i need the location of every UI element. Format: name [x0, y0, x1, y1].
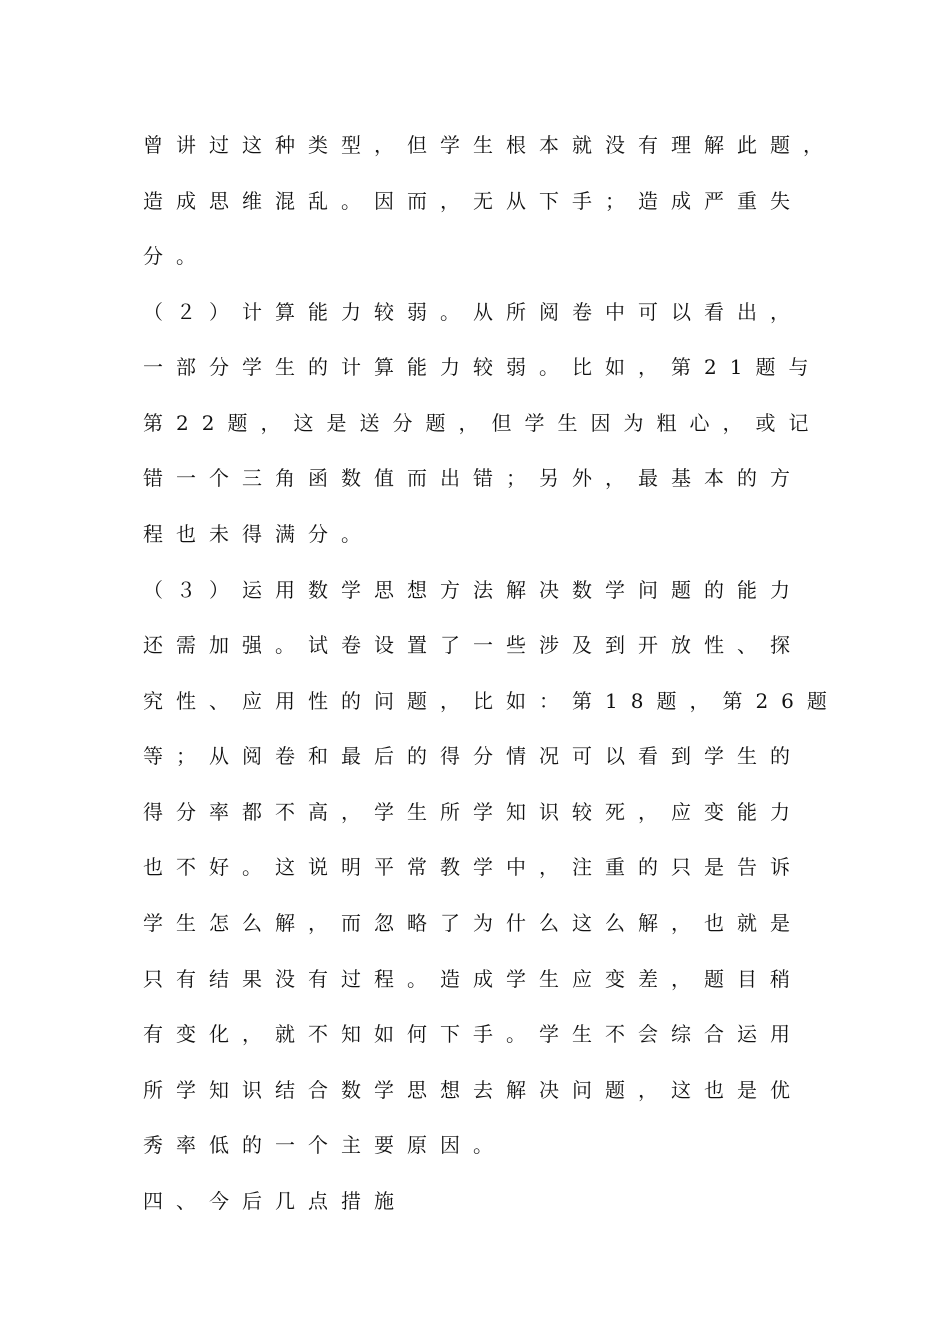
- text-line: 学生怎么解，而忽略了为什么这么解，也就是: [143, 911, 803, 935]
- text-line: 所学知识结合数学思想去解决问题，这也是优: [143, 1078, 803, 1102]
- text-line: 得分率都不高，学生所学知识较死，应变能力: [143, 800, 803, 824]
- text-line: 还需加强。试卷设置了一些涉及到开放性、探: [143, 633, 803, 657]
- text-line: 造成思维混乱。因而，无从下手；造成严重失: [143, 189, 803, 213]
- text-line: 分。: [143, 244, 209, 268]
- text-line: 有变化，就不知如何下手。学生不会综合运用: [143, 1022, 803, 1046]
- text-line: （３）运用数学思想方法解决数学问题的能力: [143, 578, 803, 602]
- text-line: 只有结果没有过程。造成学生应变差，题目稍: [143, 967, 803, 991]
- text-line: （２）计算能力较弱。从所阅卷中可以看出，: [143, 300, 803, 324]
- text-line: 也不好。这说明平常教学中，注重的只是告诉: [143, 855, 803, 879]
- text-line: 错一个三角函数值而出错；另外，最基本的方: [143, 466, 803, 490]
- text-line: 曾讲过这种类型，但学生根本就没有理解此题，: [143, 133, 836, 157]
- text-line: 程也未得满分。: [143, 522, 374, 546]
- section-heading: 四、今后几点措施: [143, 1189, 407, 1213]
- text-line: 第22题，这是送分题，但学生因为粗心，或记: [143, 411, 822, 435]
- text-line: 究性、应用性的问题，比如：第18题，第26题: [143, 689, 840, 713]
- text-line: 秀率低的一个主要原因。: [143, 1133, 506, 1157]
- text-line: 等；从阅卷和最后的得分情况可以看到学生的: [143, 744, 803, 768]
- text-line: 一部分学生的计算能力较弱。比如，第21题与: [143, 355, 822, 379]
